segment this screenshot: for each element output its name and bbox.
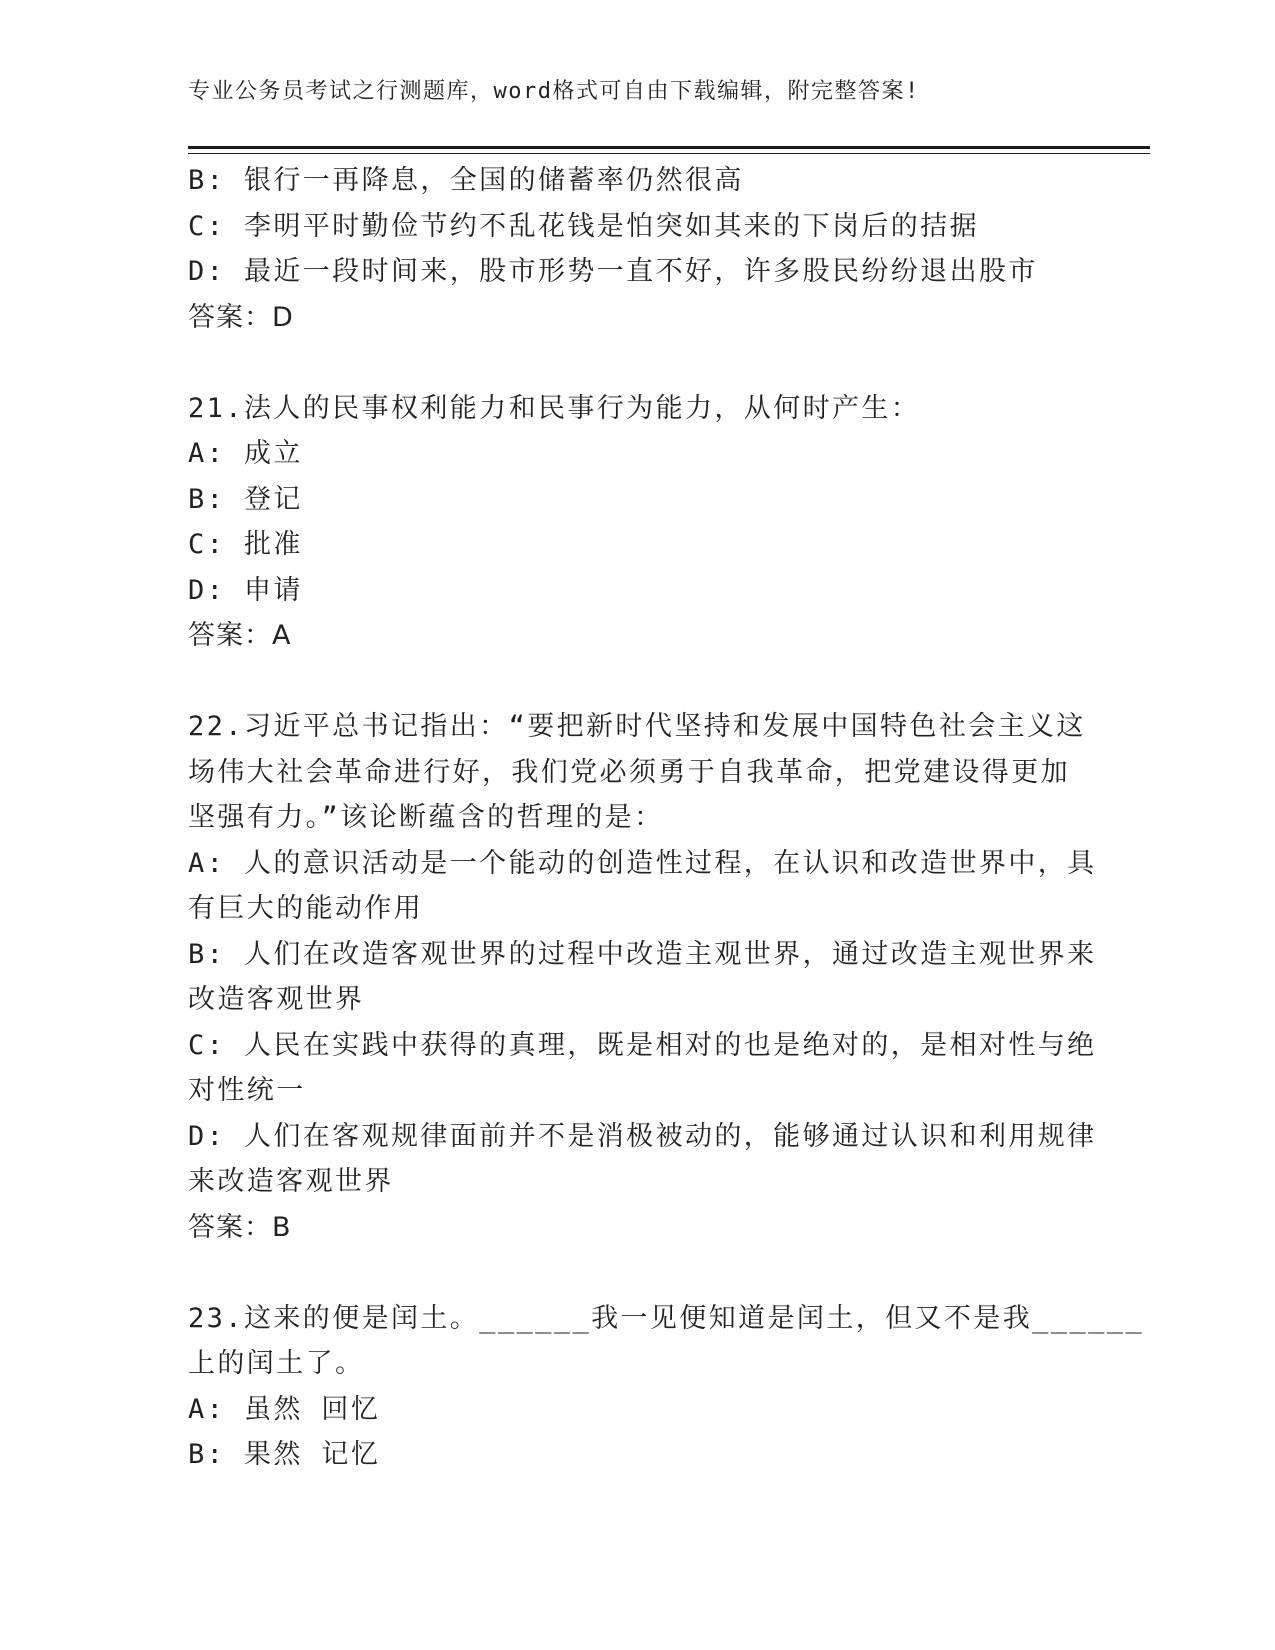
- question-content: [188, 158, 1145, 1478]
- q22-option-a-line2: 有巨大的能动作用: [188, 893, 424, 924]
- q22-question-line3: 坚强有力。”该论断蕴含的哲理的是：: [188, 802, 664, 833]
- q23-question-line1: 23.这来的便是闰土。______我一见便知道是闰土，但又不是我______: [188, 1302, 1145, 1334]
- q23-option-b: B: 果然 记忆: [188, 1439, 381, 1470]
- q22-answer: 答案：B: [188, 1211, 292, 1243]
- q20-answer: 答案：D: [188, 301, 294, 333]
- header-rule-thick: [188, 146, 1150, 149]
- q21-option-c: C: 批准: [188, 529, 303, 560]
- q21-option-b: B: 登记: [188, 483, 303, 515]
- spacer: [188, 659, 1068, 705]
- q21-question: 21.法人的民事权利能力和民事行为能力，从何时产生：: [188, 392, 921, 424]
- q20-option-b: B: 银行一再降息，全国的储蓄率仍然很高: [188, 165, 744, 196]
- q22-question-line2: 场伟大社会革命进行好，我们党必须勇于自我革命，把党建设得更加: [188, 756, 1070, 788]
- q21-answer: 答案：A: [188, 620, 292, 651]
- q20-option-d: D: 最近一段时间来，股市形势一直不好，许多股民纷纷退出股市: [188, 256, 1038, 287]
- q22-option-c-line2: 对性统一: [188, 1075, 306, 1106]
- q21-option-d: D: 申请: [188, 574, 303, 606]
- spacer: [188, 1250, 1068, 1296]
- q23-option-a: A: 虽然 回忆: [188, 1393, 381, 1425]
- q22-option-b-line2: 改造客观世界: [188, 984, 365, 1015]
- q22-option-d-line1: D: 人们在客观规律面前并不是消极被动的，能够通过认识和利用规律: [188, 1120, 1097, 1152]
- q22-question-line1: 22.习近平总书记指出：“要把新时代坚持和发展中国特色社会主义这: [188, 711, 1086, 742]
- header-rule-thin: [188, 153, 1150, 154]
- q22-option-d-line2: 来改造客观世界: [188, 1166, 394, 1197]
- q23-question-line2: 上的闰土了。: [188, 1348, 365, 1379]
- q21-option-a: A: 成立: [188, 438, 303, 469]
- q22-option-b-line1: B: 人们在改造客观世界的过程中改造主观世界，通过改造主观世界来: [188, 938, 1097, 970]
- page-header: 专业公务员考试之行测题库，word格式可自由下载编辑，附完整答案!: [188, 79, 920, 104]
- q20-option-c: C: 李明平时勤俭节约不乱花钱是怕突如其来的下岗后的拮据: [188, 210, 979, 242]
- spacer: [188, 340, 1068, 386]
- q22-option-a-line1: A: 人的意识活动是一个能动的创造性过程，在认识和改造世界中，具: [188, 847, 1097, 879]
- q22-option-c-line1: C: 人民在实践中获得的真理，既是相对的也是绝对的，是相对性与绝: [188, 1029, 1097, 1061]
